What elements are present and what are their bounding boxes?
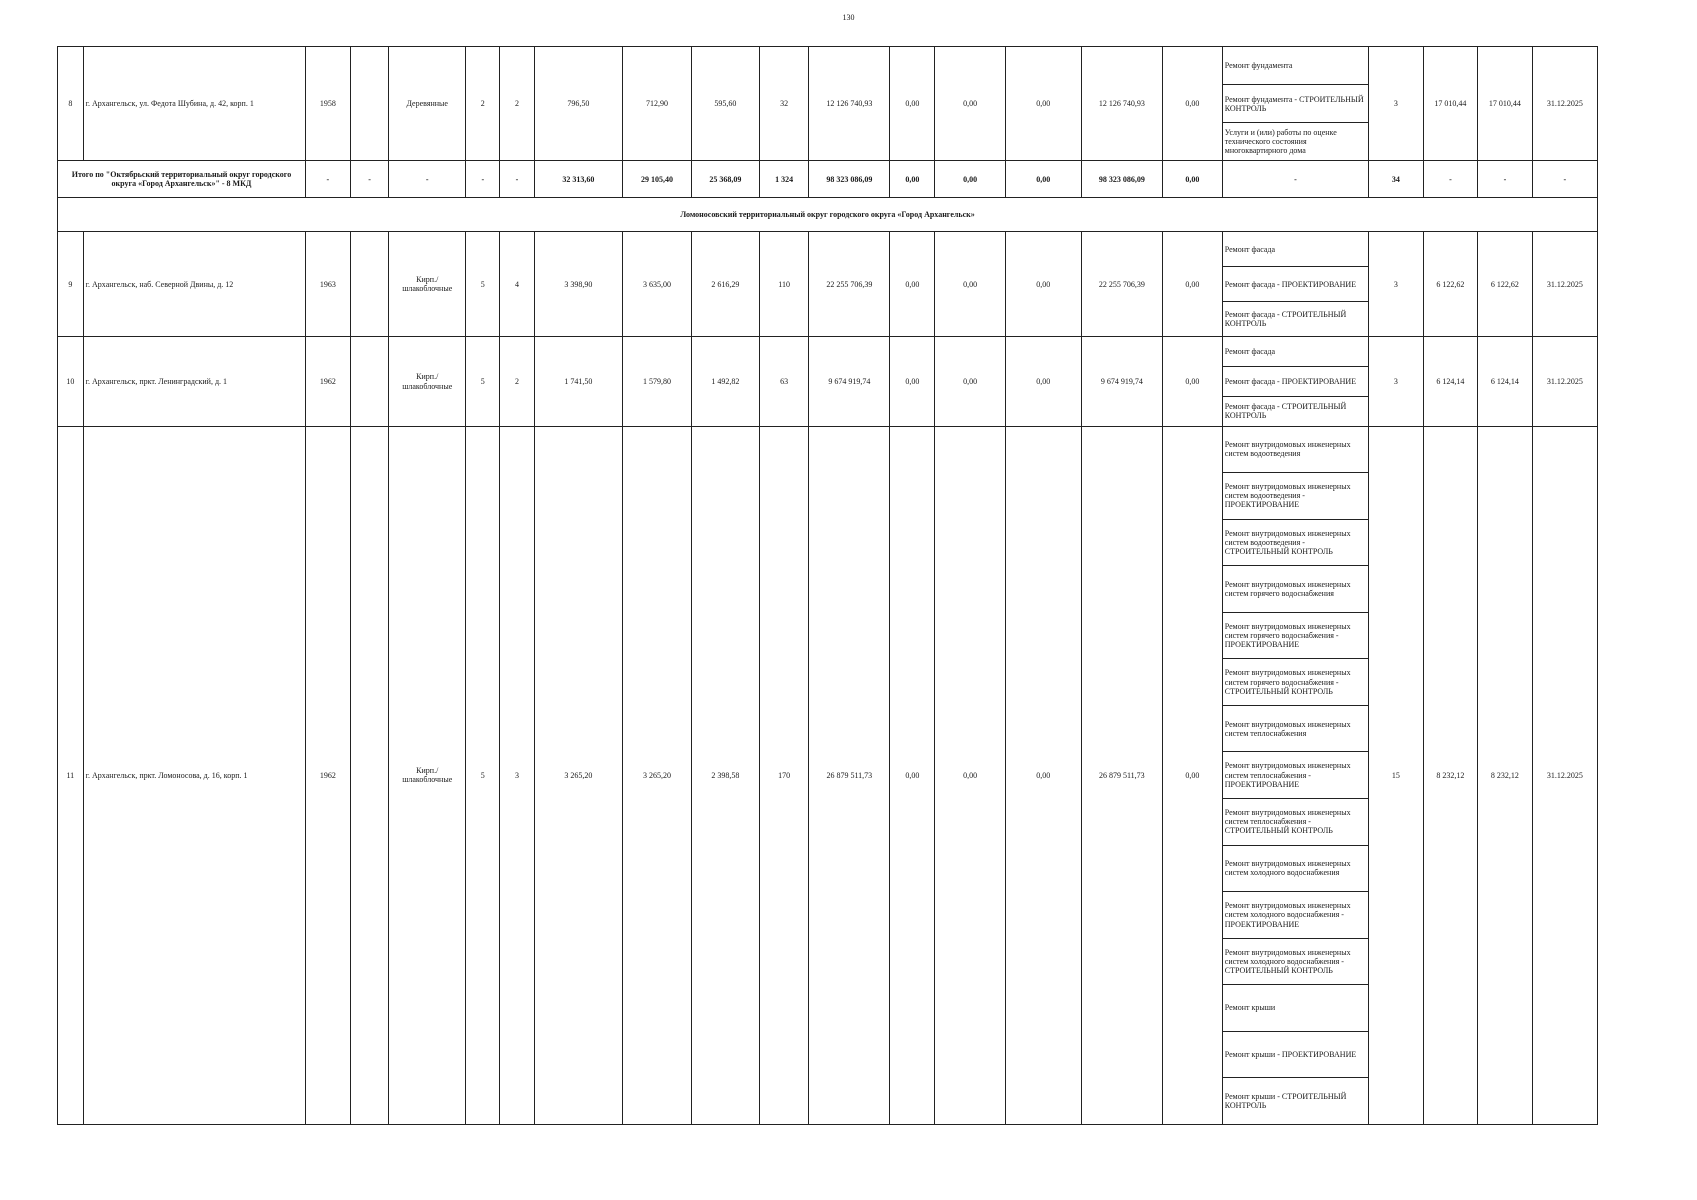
- work-item: Ремонт фасада: [1223, 232, 1368, 267]
- subtotal-dash: -: [1532, 161, 1597, 197]
- subtotal-cost-federal: 0,00: [890, 161, 935, 197]
- floors-cell: 5: [466, 426, 500, 1124]
- work-item: Ремонт внутридомовых инженерных систем горячего водоснабжения: [1223, 566, 1368, 613]
- work-item: Ремонт внутридомовых инженерных систем горячего водоснабжения - СТРОИТЕЛЬНЫЙ КОНТРОЛЬ: [1223, 659, 1368, 706]
- subtotal-cost-total: 98 323 086,09: [809, 161, 890, 197]
- works-cell: [1222, 47, 1368, 161]
- unit-cost-cell: 6 124,14: [1423, 337, 1478, 426]
- entrances-cell: 4: [500, 232, 534, 337]
- total-area-cell: 796,50: [534, 47, 623, 161]
- deadline-cell: 31.12.2025: [1532, 47, 1597, 161]
- subtotal-row: [58, 161, 1598, 197]
- subtotal-cost-owners: 98 323 086,09: [1081, 161, 1162, 197]
- work-item: Ремонт фасада - СТРОИТЕЛЬНЫЙ КОНТРОЛЬ: [1224, 402, 1347, 421]
- work-item: Ремонт внутридомовых инженерных систем водоотведения - СТРОИТЕЛЬНЫЙ КОНТРОЛЬ: [1223, 520, 1368, 567]
- work-item: Ремонт внутридомовых инженерных систем теплоснабжения - ПРОЕКТИРОВАНИЕ: [1223, 752, 1368, 799]
- residents-cell: 32: [760, 47, 809, 161]
- cost-total-cell: 9 674 919,74: [809, 337, 890, 426]
- table-row: [58, 337, 1598, 426]
- subtotal-label: Итого по "Октябрьский территориальный округ городского округа «Город Архангельск»" - 8 МКД: [58, 161, 306, 197]
- cost-other-cell: 0,00: [1162, 232, 1222, 337]
- work-item: Ремонт фасада: [1223, 337, 1368, 367]
- row-number: 9: [58, 232, 84, 337]
- year-overhaul-cell: [350, 337, 388, 426]
- row-number: 10: [58, 337, 84, 426]
- work-item: Ремонт фундамента: [1223, 47, 1368, 85]
- total-area-cell: 3 398,90: [534, 232, 623, 337]
- area-residential-cell: 1 492,82: [691, 337, 759, 426]
- work-item: Ремонт фасада - СТРОИТЕЛЬНЫЙ КОНТРОЛЬ: [1224, 310, 1347, 329]
- floors-cell: 5: [466, 337, 500, 426]
- deadline-cell: 31.12.2025: [1532, 337, 1597, 426]
- works-count-cell: 3: [1369, 47, 1424, 161]
- residents-cell: 170: [760, 426, 809, 1124]
- subtotal-dash: -: [350, 161, 388, 197]
- works-cell: [1222, 337, 1368, 426]
- work-item: Ремонт крыши: [1223, 985, 1368, 1032]
- area-premises-cell: 712,90: [623, 47, 691, 161]
- subtotal-cost-other: 0,00: [1162, 161, 1222, 197]
- table-row: [58, 47, 1598, 161]
- page-number: 130: [842, 13, 855, 22]
- table-row: [58, 232, 1598, 337]
- year-built-cell: 1962: [305, 337, 350, 426]
- area-residential-cell: 2 398,58: [691, 426, 759, 1124]
- wall-material-cell: Кирп./ шлакоблочные: [389, 337, 466, 426]
- residents-cell: 63: [760, 337, 809, 426]
- total-area-cell: 3 265,20: [534, 426, 623, 1124]
- wall-material-cell: Деревянные: [389, 47, 466, 161]
- year-overhaul-cell: [350, 426, 388, 1124]
- cost-local-cell: 0,00: [1005, 232, 1081, 337]
- works-cell: [1222, 426, 1368, 1124]
- cost-federal-cell: 0,00: [890, 232, 935, 337]
- cost-other-cell: 0,00: [1162, 47, 1222, 161]
- overhaul-program-table: [57, 46, 1598, 1125]
- cost-other-cell: 0,00: [1162, 426, 1222, 1124]
- floors-cell: 2: [466, 47, 500, 161]
- residents-cell: 110: [760, 232, 809, 337]
- cost-regional-cell: 0,00: [935, 426, 1006, 1124]
- area-residential-cell: 595,60: [691, 47, 759, 161]
- year-built-cell: 1958: [305, 47, 350, 161]
- max-unit-cost-cell: 8 232,12: [1478, 426, 1533, 1124]
- subtotal-total-area: 32 313,60: [534, 161, 623, 197]
- subtotal-dash: -: [500, 161, 534, 197]
- address-cell: г. Архангельск, пркт. Ломоносова, д. 16, корп. 1: [83, 426, 305, 1124]
- work-item: Ремонт внутридомовых инженерных систем водоотведения - ПРОЕКТИРОВАНИЕ: [1223, 473, 1368, 520]
- deadline-cell: 31.12.2025: [1532, 232, 1597, 337]
- works-list: [1223, 337, 1368, 425]
- cost-owners-cell: 12 126 740,93: [1081, 47, 1162, 161]
- year-overhaul-cell: [350, 47, 388, 161]
- work-item: Ремонт фундамента - СТРОИТЕЛЬНЫЙ КОНТРОЛЬ: [1223, 85, 1368, 123]
- year-overhaul-cell: [350, 232, 388, 337]
- works-list: [1223, 47, 1368, 160]
- subtotal-dash: -: [305, 161, 350, 197]
- work-item: Ремонт крыши - ПРОЕКТИРОВАНИЕ: [1223, 1032, 1368, 1079]
- cost-federal-cell: 0,00: [890, 426, 935, 1124]
- work-item: Ремонт фасада - ПРОЕКТИРОВАНИЕ: [1223, 267, 1368, 302]
- subtotal-dash: -: [466, 161, 500, 197]
- subtotal-dash: -: [1478, 161, 1533, 197]
- area-premises-cell: 3 635,00: [623, 232, 691, 337]
- cost-total-cell: 12 126 740,93: [809, 47, 890, 161]
- work-item: Ремонт внутридомовых инженерных систем горячего водоснабжения - ПРОЕКТИРОВАНИЕ: [1223, 613, 1368, 660]
- cost-regional-cell: 0,00: [935, 232, 1006, 337]
- cost-local-cell: 0,00: [1005, 337, 1081, 426]
- entrances-cell: 2: [500, 47, 534, 161]
- work-item: Ремонт внутридомовых инженерных систем водоотведения: [1223, 427, 1368, 474]
- works-cell: [1222, 232, 1368, 337]
- cost-local-cell: 0,00: [1005, 426, 1081, 1124]
- row-number: 11: [58, 426, 84, 1124]
- cost-owners-cell: 22 255 706,39: [1081, 232, 1162, 337]
- work-item: Ремонт внутридомовых инженерных систем теплоснабжения - СТРОИТЕЛЬНЫЙ КОНТРОЛЬ: [1223, 799, 1368, 846]
- year-built-cell: 1963: [305, 232, 350, 337]
- works-list: [1223, 427, 1368, 1124]
- deadline-cell: 31.12.2025: [1532, 426, 1597, 1124]
- floors-cell: 5: [466, 232, 500, 337]
- works-count-cell: 15: [1369, 426, 1424, 1124]
- cost-total-cell: 22 255 706,39: [809, 232, 890, 337]
- subtotal-area-residential: 25 368,09: [691, 161, 759, 197]
- cost-regional-cell: 0,00: [935, 47, 1006, 161]
- max-unit-cost-cell: 6 124,14: [1478, 337, 1533, 426]
- cost-owners-cell: 26 879 511,73: [1081, 426, 1162, 1124]
- max-unit-cost-cell: 17 010,44: [1478, 47, 1533, 161]
- subtotal-dash: -: [1423, 161, 1478, 197]
- cost-federal-cell: 0,00: [890, 337, 935, 426]
- section-title: Ломоносовский территориальный округ городского округа «Город Архангельск»: [58, 197, 1598, 231]
- work-item: Ремонт крыши - СТРОИТЕЛЬНЫЙ КОНТРОЛЬ: [1224, 1092, 1347, 1111]
- wall-material-cell: Кирп./ шлакоблочные: [389, 426, 466, 1124]
- unit-cost-cell: 17 010,44: [1423, 47, 1478, 161]
- area-premises-cell: 1 579,80: [623, 337, 691, 426]
- section-header-row: [58, 197, 1598, 231]
- address-cell: г. Архангельск, ул. Федота Шубина, д. 42, корп. 1: [83, 47, 305, 161]
- works-count-cell: 3: [1369, 337, 1424, 426]
- cost-total-cell: 26 879 511,73: [809, 426, 890, 1124]
- work-item: Ремонт фасада - ПРОЕКТИРОВАНИЕ: [1223, 367, 1368, 397]
- subtotal-area-premises: 29 105,40: [623, 161, 691, 197]
- cost-local-cell: 0,00: [1005, 47, 1081, 161]
- subtotal-cost-regional: 0,00: [935, 161, 1006, 197]
- work-item: Ремонт внутридомовых инженерных систем холодного водоснабжения: [1223, 846, 1368, 893]
- unit-cost-cell: 6 122,62: [1423, 232, 1478, 337]
- subtotal-works-count: 34: [1369, 161, 1424, 197]
- entrances-cell: 2: [500, 337, 534, 426]
- subtotal-dash: -: [1222, 161, 1368, 197]
- table-row: [58, 426, 1598, 1124]
- area-premises-cell: 3 265,20: [623, 426, 691, 1124]
- row-number: 8: [58, 47, 84, 161]
- cost-federal-cell: 0,00: [890, 47, 935, 161]
- work-item: Ремонт внутридомовых инженерных систем холодного водоснабжения - СТРОИТЕЛЬНЫЙ КОНТРОЛЬ: [1223, 939, 1368, 986]
- subtotal-dash: -: [389, 161, 466, 197]
- works-count-cell: 3: [1369, 232, 1424, 337]
- area-residential-cell: 2 616,29: [691, 232, 759, 337]
- works-list: [1223, 232, 1368, 336]
- cost-owners-cell: 9 674 919,74: [1081, 337, 1162, 426]
- work-item: Ремонт внутридомовых инженерных систем теплоснабжения: [1223, 706, 1368, 753]
- address-cell: г. Архангельск, наб. Северной Двины, д. 12: [83, 232, 305, 337]
- cost-other-cell: 0,00: [1162, 337, 1222, 426]
- unit-cost-cell: 8 232,12: [1423, 426, 1478, 1124]
- subtotal-cost-local: 0,00: [1005, 161, 1081, 197]
- address-cell: г. Архангельск, пркт. Ленинградский, д. 1: [83, 337, 305, 426]
- total-area-cell: 1 741,50: [534, 337, 623, 426]
- work-item: Ремонт внутридомовых инженерных систем холодного водоснабжения - ПРОЕКТИРОВАНИЕ: [1223, 892, 1368, 939]
- subtotal-residents: 1 324: [760, 161, 809, 197]
- max-unit-cost-cell: 6 122,62: [1478, 232, 1533, 337]
- year-built-cell: 1962: [305, 426, 350, 1124]
- wall-material-cell: Кирп./ шлакоблочные: [389, 232, 466, 337]
- entrances-cell: 3: [500, 426, 534, 1124]
- work-item: Услуги и (или) работы по оценке технического состояния многоквартирного дома: [1224, 128, 1337, 156]
- cost-regional-cell: 0,00: [935, 337, 1006, 426]
